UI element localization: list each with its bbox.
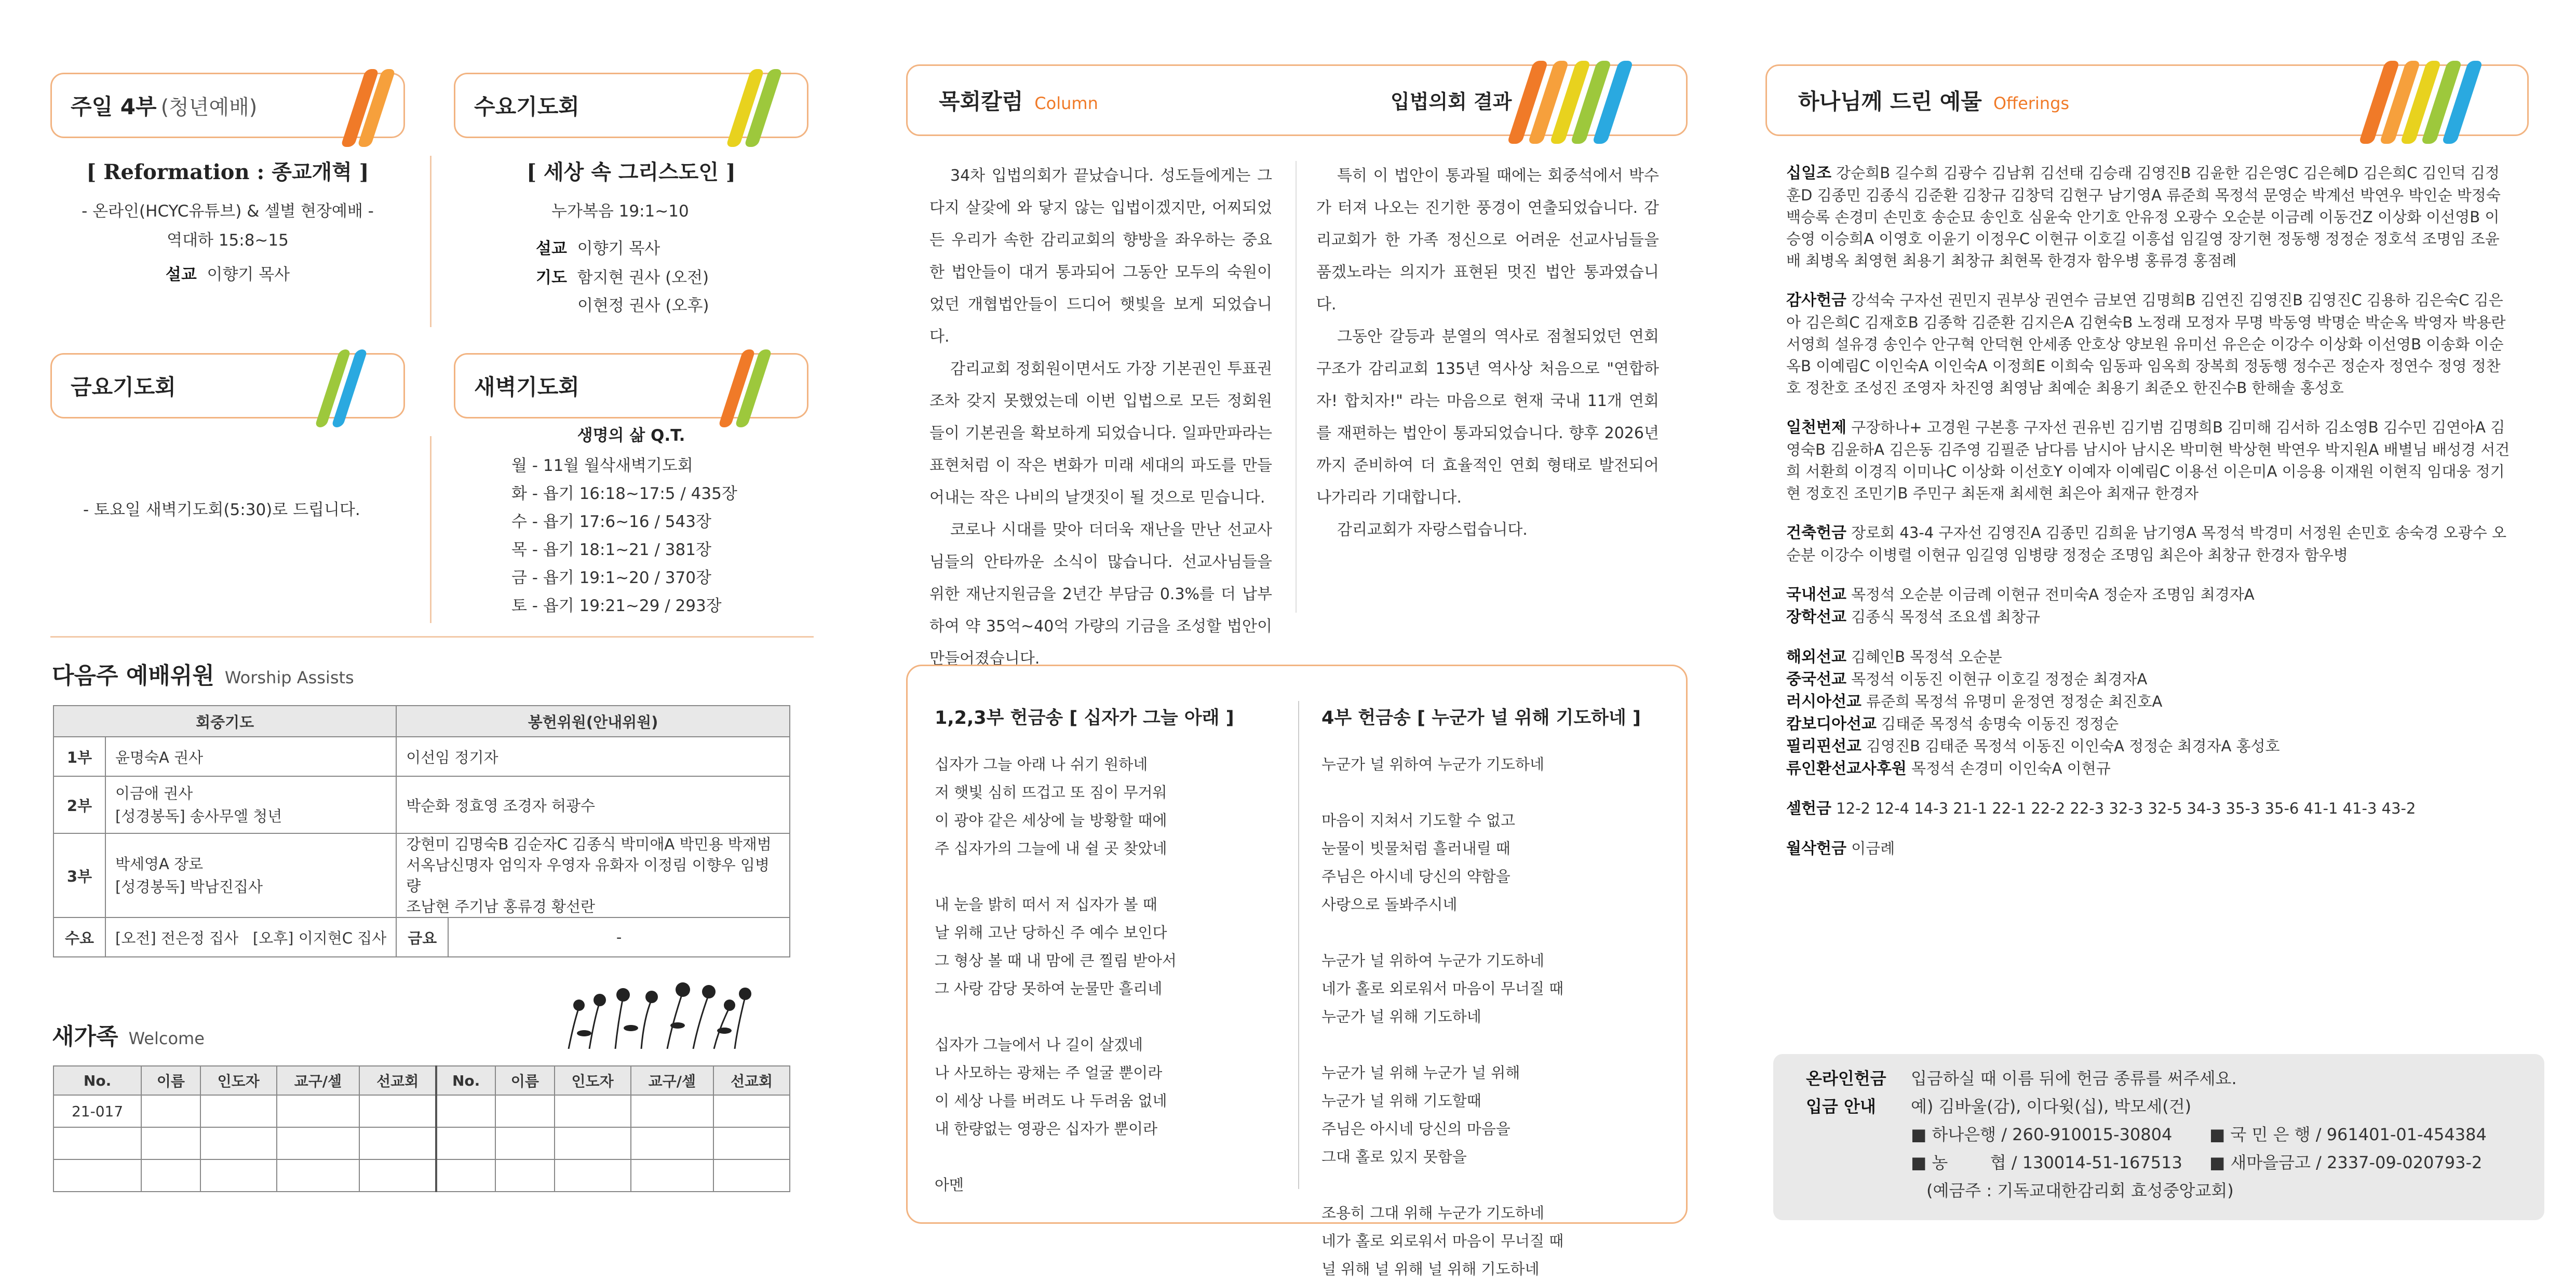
friday-note: - 토요일 새벽기도회(5:30)로 드립니다. [83,501,360,519]
welcome-head: 선교회 [359,1066,436,1095]
divider [430,156,431,327]
offering-names: 구장하나+ 고경원 구본흥 구자선 권유빈 김기범 김명희B 김미해 김서하 김소영B 김수민 김연아A 김영숙B 김윤하A 김은동 김주영 김필준 남다름 남시아 남시온 박미현 박상현 박연우 박지원A 배별님 배성경 서건희 서환희 이경직 이미나C 이상화 이선호Y 이예자 이예림C 이용선 이은미A 이응용 이재원 이현직 임대웅 정기현 정호진 조민기B 주민구 최돈재 최세현 최은아 최재규 한경자 [1786,418,2510,502]
offering-label: 십일조 [1786,164,1831,182]
offering-group [1786,758,2513,780]
offering-label: 장학선교 [1786,608,1846,626]
lyric-line: 날 위해 고난 당하신 주 예수 보인다 [935,924,1167,941]
lyric-line: 그 형상 볼 때 내 맘에 큰 찔림 받아서 [935,952,1177,969]
sunday4-sub: (청년예배) [160,96,258,119]
lyric-line [1321,1171,1563,1199]
lyric-line: 주님은 아시네 당신의 마음을 [1321,1120,1510,1138]
lyric-line: 나 사모하는 광채는 주 얼굴 뿐이라 [935,1064,1163,1082]
column-paragraph: 감리교회 정회원이면서도 가장 기본권인 투표권 조차 갖지 못했었는데 이번 입법으로 모든 정회원들이 기본권을 확보하게 되었습니다. 일파만파라는 표현처럼 이 작은 변화가 미래 세대의 파도를 만들어내는 작은 나비의 날갯짓이 될 것으로 믿습니다. [929,360,1272,507]
lyric-line: 그대 홀로 있지 못함을 [1321,1148,1467,1166]
divider [1296,161,1297,613]
sunday4-scripture: 역대하 15:8~15 [167,231,289,250]
lyric-line: 내 한량없는 영광은 십자가 뿐이라 [935,1120,1158,1138]
pray [105,833,396,917]
offering-names: 12-2 12-4 14-3 21-1 22-1 22-2 22-3 32-3 32-5 34-3 35-3 35-6 41-1 41-3 43-2 [1831,800,2416,817]
online-bank1: ■ 하나은행 / 260-910015-30804 [1911,1125,2173,1144]
pray-reader: [성경봉독] 박남진집사 [115,878,263,896]
lyric-line: 사랑으로 돌봐주시네 [1321,896,1458,913]
offering-group [1786,735,2513,758]
table-row [53,1127,790,1159]
offering-label: 중국선교 [1786,670,1846,688]
lyric-line: 널 위해 널 위해 널 위해 기도하네 [1321,1260,1540,1278]
online-label2: 입금 안내 [1806,1097,1876,1116]
column-paragraph: 코로나 시대를 맞아 더더욱 재난을 만난 선교사님들의 안타까운 소식이 많습니다. 선교사님들을 위한 재난지원금을 2년간 부담금 0.3%를 더 납부하여 약 35억~40억 가량의 기금을 조성할 법안이 만들어졌습니다. [929,521,1272,668]
offering-group [1786,713,2513,735]
offering-label: 류인환선교사후원 [1786,760,1907,778]
assists-title-text: 다음주 예배위원 [52,663,214,689]
pray-name: 이금애 권사 [115,785,193,802]
offering-label: 러시아선교 [1786,693,1862,711]
svc: 수요 [53,917,105,957]
serve [396,833,790,917]
pray [105,776,396,833]
sunday4-preacher: 이향기 목사 [207,265,290,284]
offering-group [1786,522,2513,566]
offering-names: 류준희 목정석 유명미 윤정연 정정순 최진호A [1861,693,2163,710]
assists-title [52,657,354,690]
offering-group [1786,162,2513,272]
offering-label: 감사헌금 [1786,291,1846,309]
pray-label: 기도 [536,268,567,287]
offering-group [1786,838,2513,860]
lyric-line [935,1003,1177,1031]
svc: 1부 [53,737,105,776]
lyric-line: 십자가 그늘 아래 나 쉬기 원하네 [935,755,1148,773]
lyric-line: 누군가 널 위해 누군가 널 위해 [1321,1064,1520,1082]
lyric-line: 누군가 널 위하여 누군가 기도하네 [1321,755,1545,773]
serve-line: 강현미 김명숙B 김순자C 김종식 박미애A 박민용 박재범 [406,835,772,853]
lyric-line: 저 햇빛 심히 뜨겁고 또 짐이 무거워 [935,784,1167,801]
svc: 3부 [53,833,105,917]
wednesday-preacher: 이향기 목사 [577,239,660,258]
offering-group [1786,416,2513,504]
friday-header [50,353,405,418]
wednesday-scripture: 누가복음 19:1~10 [551,202,689,221]
lyric-line: 이 세상 나를 버려도 나 두려움 없네 [935,1092,1167,1110]
column-paragraph: 특히 이 법안이 통과될 때에는 회중석에서 박수가 터져 나오는 진기한 풍경이 연출되었습니다. 감리교회가 한 가족 정신으로 어려운 선교사님들을 품겠노라는 의지가 표현된 멋진 법안 통과였습니다. [1316,167,1659,314]
offering-names: 강석숙 구자선 권민지 권부상 권연수 금보연 김명희B 김연진 김영진B 김영진C 김용하 김은숙C 김은아 김은희C 김재호B 김종학 김준환 김지은A 김현숙B 노정래 모정자 무명 박동영 박명순 박순옥 박영자 박용란 서영희 설유경 송인수 안구혁 안덕현 안세종 안호상 양보원 유미선 유은순 이강수 이상화 이선영B 이송화 이순옥B 이예림C 이인숙A 이인숙A 이정희E 이희숙 임동파 임옥희 장복희 정동행 정수곤 정순자 정연수 정영 정찬호 정찬호 조성진 조영자 차진영 최영남 최예순 최용기 최준오 한진수B 한해솔 홍성호 [1786,291,2506,397]
offering-label: 해외선교 [1786,648,1846,666]
table-row [53,917,790,957]
table-row [53,776,790,833]
column-right-text [1316,160,1659,546]
divider [430,436,431,623]
offerings-header [1765,64,2529,136]
lyric-line: 누군가 널 위해 기도하네 [1321,1008,1481,1025]
offering-label: 국내선교 [1786,586,1846,604]
svc: 2부 [53,776,105,833]
offering-names: 장로회 43-4 구자선 김영진A 김종민 김희윤 남기영A 목정석 박경미 서정원 손민호 송숙경 오광수 오순분 이강수 이병렬 이현규 임길영 임병량 정정순 조명임 최은아 최창규 한경자 함우병 [1786,524,2506,564]
preach-label: 설교 [165,265,197,284]
lyric-line: 조용히 그대 위해 누군가 기도하네 [1321,1204,1545,1222]
offerings-list [1786,162,2513,877]
assists-table [53,705,790,957]
lyric-line [1321,1031,1563,1059]
friday-title: 금요기도회 [71,374,176,400]
serve-line: 조남현 주기남 홍류경 황선란 [406,898,596,915]
sunday4-header [50,73,405,138]
lyric-line: 마음이 지쳐서 기도할 수 없고 [1321,812,1516,829]
online-line2: 예) 김바울(감), 이다윗(십), 박모세(건) [1911,1097,2192,1116]
lyric-line: 누군가 널 위해 기도할때 [1321,1092,1481,1110]
online-line1: 입금하실 때 이름 뒤에 헌금 종류를 써주세요. [1911,1069,2237,1088]
offering-label: 셀헌금 [1786,800,1831,818]
welcome-title-text: 새가족 [52,1023,118,1050]
sunday4-preacher-line [50,261,405,289]
lyric-line: 네가 홀로 외로워서 마음이 무너질 때 [1321,1232,1564,1250]
list-item: 목 - 욥기 18:1~21 / 381장 [511,541,711,559]
hymn-left-lyrics [935,750,1177,1199]
list-item: 토 - 욥기 19:21~29 / 293장 [511,597,722,615]
lyric-line: 주님은 아시네 당신의 약함을 [1321,868,1510,885]
pray-name: 박세영A 장로 [115,855,204,873]
sunday4-theme: [ Reformation : 종교개혁 ] [86,160,369,184]
list-item: 수 - 욥기 17:6~16 / 543장 [511,512,711,531]
list-item: 금 - 욥기 19:1~20 / 370장 [511,569,711,587]
hymn-right-title: 4부 헌금송 [ 누군가 널 위해 기도하네 ] [1321,708,1641,728]
column-header [906,64,1688,136]
hymn-left-title: 1,2,3부 헌금송 [ 십자가 그늘 아래 ] [935,708,1234,728]
lyric-line [1321,919,1563,947]
offering-names: 이금례 [1846,840,1895,857]
offering-group [1786,668,2513,691]
pray: 윤명숙A 권사 [105,737,396,776]
table-row [53,833,790,917]
flower-illustration [558,976,756,1054]
offering-names: 목정석 오순분 이금례 이현규 전미숙A 정순자 조명임 최경자A [1846,586,2255,603]
offering-group [1786,646,2513,668]
lyric-line: 누군가 널 위하여 누군가 기도하네 [1321,952,1545,969]
wednesday-pray2: 이현정 권사 (오후) [577,296,709,315]
lyric-line [935,862,1177,890]
offering-names: 김태준 목정석 송명숙 이동진 정정순 [1876,715,2119,733]
dawn-subtitle: 생명의 삶 Q.T. [577,426,685,445]
table-row [53,737,790,776]
column-right-title: 입법의회 결과 [1391,90,1512,113]
offering-names: 김종식 목정석 조요셉 최창규 [1846,608,2040,626]
wednesday-pray1: 함지현 권사 (오전) [577,268,709,287]
offering-label: 필리핀선교 [1786,737,1862,755]
dawn-title: 새벽기도회 [474,374,579,400]
lyric-line: 그 사랑 감당 못하여 눈물만 흘리네 [935,980,1163,997]
welcome-head: No. [436,1066,495,1095]
assists-head-serve: 봉헌위원(안내위원) [396,706,790,737]
offering-label: 일천번제 [1786,418,1846,437]
welcome-table [53,1065,790,1192]
wednesday-pray-line [536,264,709,292]
table-row [53,1095,790,1127]
online-label1: 온라인헌금 [1806,1069,1886,1088]
online-bank3: ■ 농 협 / 130014-51-167513 [1911,1153,2182,1172]
lyric-line: 십자가 그늘에서 나 길이 살겠네 [935,1036,1143,1054]
serve: 박순화 정효영 조경자 허광수 [396,776,790,833]
offering-label: 건축헌금 [1786,524,1846,542]
welcome-head: 인도자 [200,1066,277,1095]
welcome-head: 교구/셀 [631,1066,714,1095]
offering-names: 강순희B 길수희 김광수 김남휘 김선태 김승래 김영진B 김윤한 김은영C 김은혜D 김은희C 김인덕 김정훈D 김종민 김종식 김준환 김창규 김창덕 김현구 남기영A 류준희 목정석 문영순 박계선 박연우 박인순 박정숙 백승록 손경미 손민호 송순묘 송인호 심윤숙 안기호 안유정 오광수 오순분 이금례 이동건Z 이상화 이선영B 이승영 이승희A 이영호 이윤기 이정우C 이현규 이호길 이흥섭 임길영 장기현 정동행 정정순 정호석 조명임 조윤배 최병옥 최영현 최용기 최창규 최현목 한경자 함우병 홍류경 홍점례 [1786,164,2501,269]
sunday4-line1: - 온라인(HCYC유튜브) & 셀별 현장예배 - [82,202,374,221]
list-item: 월 - 11월 월삭새벽기도회 [511,456,693,475]
lyric-line: 네가 홀로 외로워서 마음이 무너질 때 [1321,980,1564,997]
divider [50,636,814,638]
lyric-line: 내 눈을 밝히 떠서 저 십자가 볼 때 [935,896,1157,913]
online-bank2: ■ 국 민 은 행 / 961401-01-454384 [2209,1125,2487,1144]
offerings-title: 하나님께 드린 예물 [1798,89,1982,114]
lyric-line: 이 광야 같은 세상에 늘 방황할 때에 [935,812,1167,829]
list-item: 화 - 욥기 16:18~17:5 / 435장 [511,484,737,503]
lyric-line: 주 십자가의 그늘에 내 쉴 곳 찾았네 [935,840,1167,857]
wednesday-preacher-line [536,235,660,263]
offering-group [1786,289,2513,399]
offering-label: 캄보디아선교 [1786,715,1877,733]
welcome-head: 교구/셀 [277,1066,360,1095]
serve-line: 서옥남신명자 엄익자 우영자 유화자 이정림 이향우 임병량 [406,856,770,895]
preach-label: 설교 [536,239,567,258]
welcome-head: 인도자 [555,1066,631,1095]
wednesday-title: 수요기도회 [474,94,579,119]
offering-names: 목정석 이동진 이현규 이호길 정정순 최경자A [1846,670,2148,688]
welcome-head: 선교회 [713,1066,790,1095]
welcome-head: No. [53,1066,141,1095]
welcome-eng: Welcome [128,1029,205,1048]
hymn-right-lyrics [1321,750,1563,1283]
assists-head-pray: 회중기도 [53,706,396,737]
offering-group [1786,691,2513,713]
lyric-line: 눈물이 빗물처럼 흘러내릴 때 [1321,840,1510,857]
welcome-no: 21-017 [53,1095,141,1127]
welcome-title [52,1018,205,1051]
lyric-line: 아멘 [935,1176,964,1194]
pray-reader: [성경봉독] 송사무엘 청년 [115,807,282,825]
offering-group [1786,584,2513,606]
serve: 이선임 정기자 [396,737,790,776]
column-paragraph: 감리교회가 자랑스럽습니다. [1337,521,1528,539]
offering-group [1786,798,2513,820]
online-holder: (예금주 : 기독교대한감리회 효성중앙교회) [1926,1181,2234,1200]
offering-label: 월삭헌금 [1786,840,1846,858]
column-eng: Column [1034,93,1098,113]
wed-pray: [오전] 전은정 집사 [오후] 이지현C 집사 [105,917,396,957]
lyric-line [935,1143,1177,1171]
column-title: 목회칼럼 [939,89,1023,114]
offering-names: 김혜인B 목정석 오순분 [1846,648,2002,666]
assists-eng: Worship Assists [224,668,354,687]
divider [1298,701,1299,1189]
dawn-list [511,452,737,620]
column-paragraph: 그동안 갈등과 분열의 역사로 점철되었던 연회 구조가 감리교회 135년 역사상 처음으로 "연합하자! 합치자!" 라는 마음으로 현재 국내 11개 연회를 재편하는 법안이 통과되었습니다. 향후 2026년까지 준비하여 더 효율적인 연회 형태로 발전되어 나가리라 기대합니다. [1316,328,1659,507]
sunday4-title: 주일 4부 [71,94,157,119]
offering-group [1786,606,2513,628]
column-left-text [929,160,1272,675]
welcome-head: 이름 [141,1066,200,1095]
offering-names: 김영진B 김태준 목정석 이동진 이인숙A 정정순 최경자A 홍성호 [1861,737,2280,755]
lyric-line [1321,778,1563,806]
online-bank4: ■ 새마을금고 / 2337-09-020793-2 [2209,1153,2483,1172]
dawn-header [454,353,808,418]
offering-names: 목정석 손경미 이인숙A 이현규 [1906,760,2111,777]
wednesday-theme: [ 세상 속 그리스도인 ] [527,160,736,184]
wednesday-header [454,73,808,138]
column-paragraph: 34차 입법의회가 끝났습니다. 성도들에게는 그다지 살갗에 와 닿지 않는 입법이겠지만, 어찌되었든 우리가 속한 감리교회의 향방을 좌우하는 중요한 법안들이 대거 통과되어 그동안 모두의 숙원이었던 개협법안들이 드디어 햇빛을 보게 되었습니다. [929,167,1272,346]
welcome-head: 이름 [495,1066,555,1095]
fri-serve: - [448,917,790,957]
offerings-eng: Offerings [1993,93,2070,113]
fri-label: 금요 [396,917,448,957]
table-row [53,1159,790,1192]
